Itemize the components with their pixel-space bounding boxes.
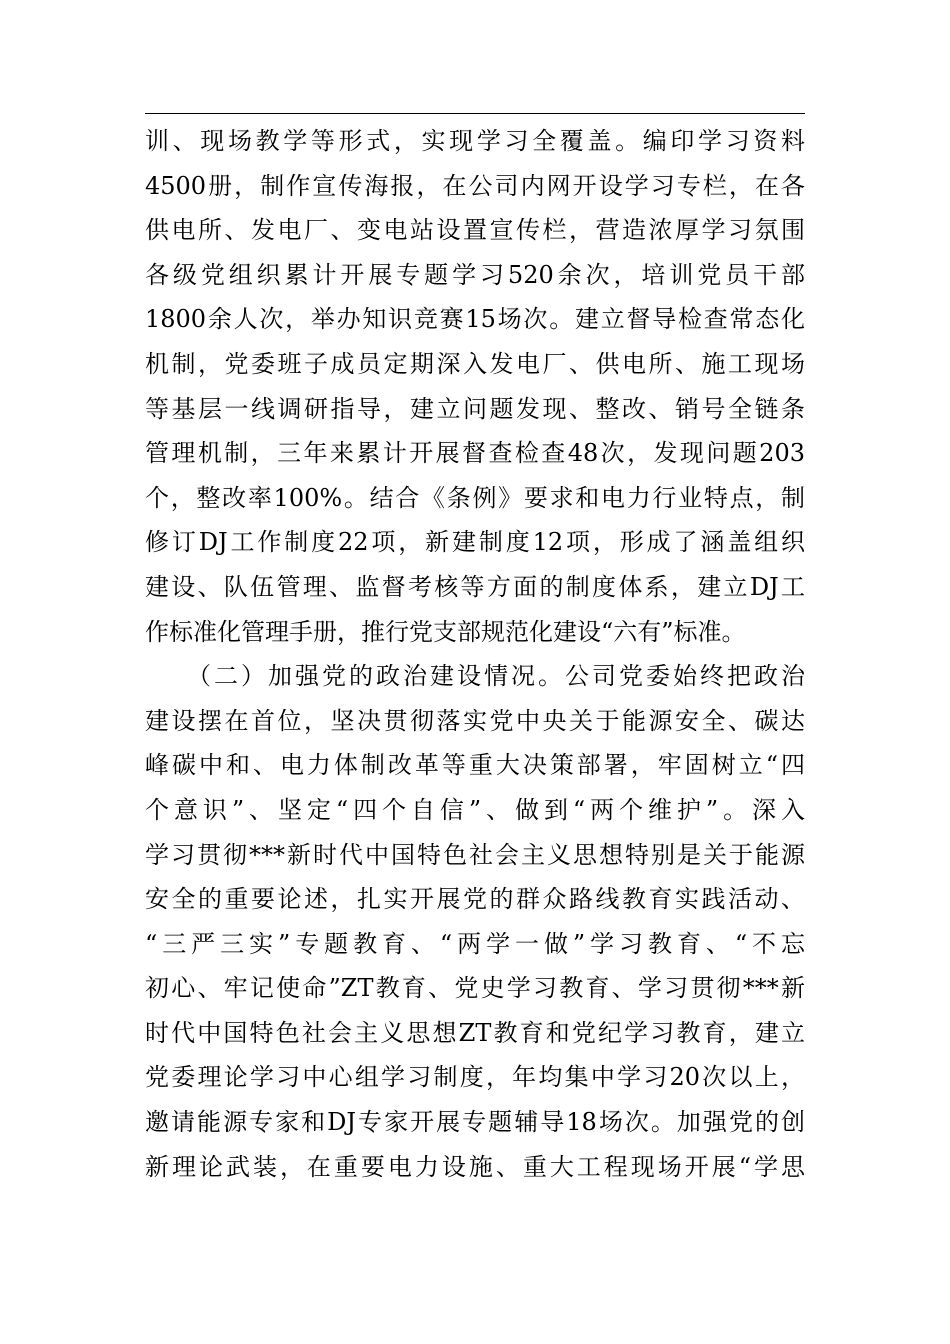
text-line: 个意识”、坚定“四个自信”、做到“两个维护”。深入 — [145, 795, 805, 824]
body-text — [145, 119, 805, 1189]
text-line: 安全的重要论述，扎实开展党的群众路线教育实践活动、 — [145, 885, 805, 914]
text-line: 峰碳中和、电力体制改革等重大决策部署，牢固树立“四 — [145, 751, 805, 780]
text-line: 作标准化管理手册，推行党支部规范化建设“六有”标准。 — [145, 617, 746, 646]
text-line: 时代中国特色社会主义思想ZT教育和党纪学习教育，建立 — [145, 1018, 805, 1047]
text-line: 修订DJ工作制度22项，新建制度12项，形成了涵盖组织 — [145, 528, 805, 557]
text-line: 各级党组织累计开展专题学习520余次，培训党员干部 — [145, 260, 805, 289]
text-line: 管理机制，三年来累计开展督查检查48次，发现问题203 — [145, 439, 805, 468]
text-line: 1800余人次，举办知识竞赛15场次。建立督导检查常态化 — [145, 305, 805, 334]
text-line: 建设、队伍管理、监督考核等方面的制度体系，建立DJ工 — [145, 572, 805, 601]
paragraph-2 — [145, 654, 805, 1189]
text-line: 建设摆在首位，坚决贯彻落实党中央关于能源安全、碳达 — [145, 706, 805, 735]
paragraph-1 — [145, 119, 805, 654]
text-line: 4500册，制作宣传海报，在公司内网开设学习专栏，在各 — [145, 171, 805, 200]
text-line: 党委理论学习中心组学习制度，年均集中学习20次以上， — [145, 1063, 805, 1092]
text-line: 机制，党委班子成员定期深入发电厂、供电所、施工现场 — [145, 349, 805, 378]
text-line: 学习贯彻***新时代中国特色社会主义思想特别是关于能源 — [145, 840, 805, 869]
text-line: 初心、牢记使命”ZT教育、党史学习教育、学习贯彻***新 — [145, 974, 805, 1003]
header-rule — [145, 113, 805, 114]
text-line: 邀请能源专家和DJ专家开展专题辅导18场次。加强党的创 — [145, 1108, 805, 1137]
text-line: 供电所、发电厂、变电站设置宣传栏，营造浓厚学习氛围 — [145, 216, 805, 245]
text-line: 个，整改率100%。结合《条例》要求和电力行业特点，制 — [145, 483, 805, 512]
text-line: “三严三实”专题教育、“两学一做”学习教育、“不忘 — [145, 929, 805, 958]
text-line: 等基层一线调研指导，建立问题发现、整改、销号全链条 — [145, 394, 805, 423]
text-line: （二）加强党的政治建设情况。公司党委始终把政治 — [145, 662, 805, 691]
text-line: 新理论武装，在重要电力设施、重大工程现场开展“学思 — [145, 1152, 805, 1181]
text-line: 训、现场教学等形式，实现学习全覆盖。编印学习资料 — [145, 127, 805, 155]
